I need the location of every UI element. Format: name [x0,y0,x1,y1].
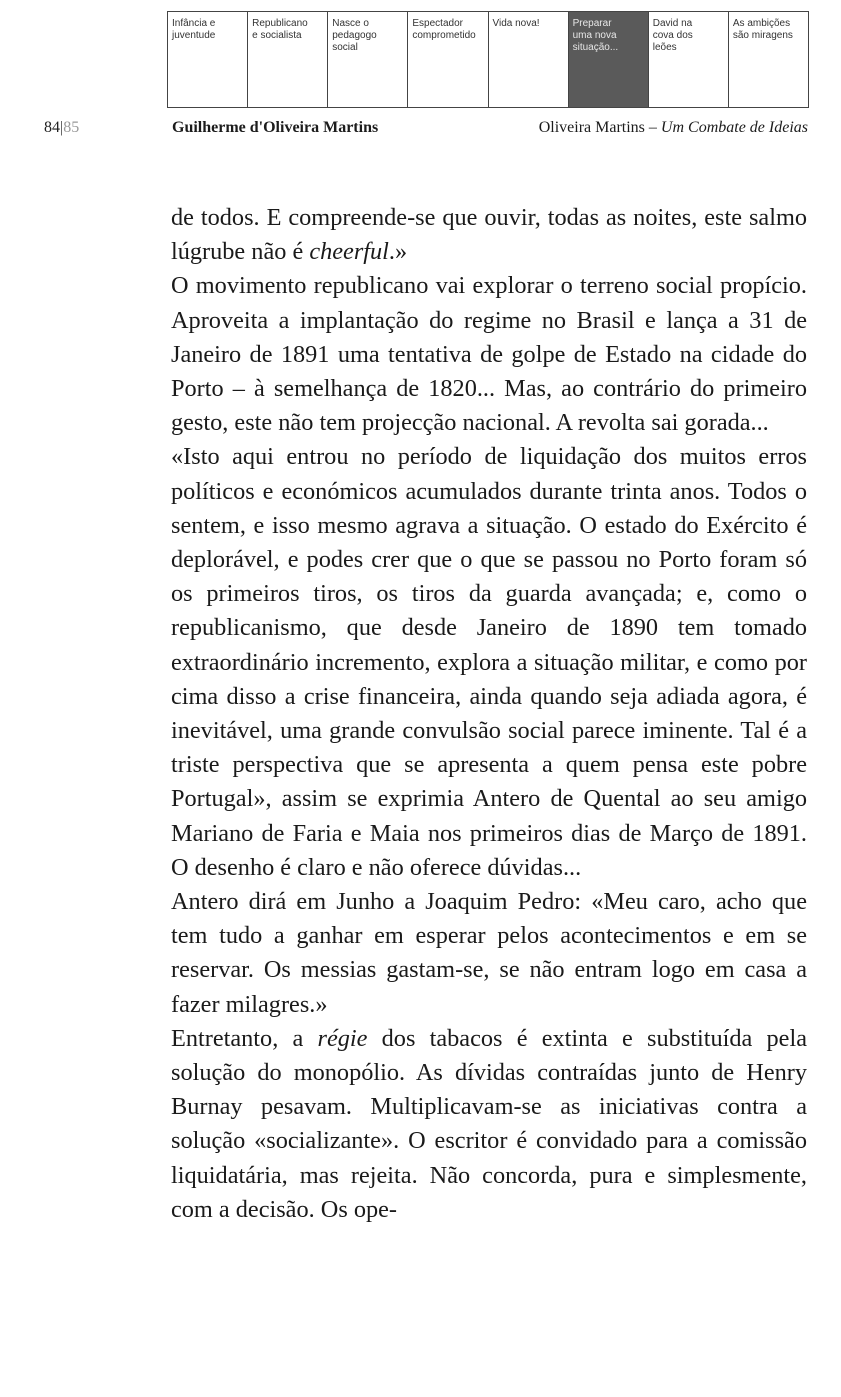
page-numbers [44,119,79,137]
running-head-title [539,119,808,137]
page-number-right: 85 [63,119,80,136]
italic-term: régie [317,1024,368,1052]
paragraph: O movimento republicano vai explorar o terreno social propício. Aproveita a implantação do regime no Brasil e lança a 31 de Janeiro de 1891 uma tentativa de golpe de Estado na cidade do Porto – à semelhança de 1820... Mas, ao contrário do primeiro gesto, este não tem projecção nacional. A revolta sai gorada... [171,272,807,437]
text-run: .» [388,238,408,266]
chapter-tab-pedagogo[interactable] [327,12,407,108]
page-number-left: 84 [44,119,60,136]
tab-label: Espectador comprometido [412,18,476,41]
tab-label: Republicano e socialista [252,18,308,41]
paragraph: «Isto aqui entrou no período de liquidação dos muitos erros políticos e económicos acumulados durante trinta anos. Todos o sentem, e isso mesmo agrava a situação. O estado do Exército é deplorável, e podes crer que o que se passou no Porto foram só os primeiros tiros, os tiros da guarda avançada; e, como o republicanismo, que desde Janeiro de 1890 tem tomado extraordinário incremento, explora a situação militar, e como por cima disso a crise financeira, ainda quando seja adiada agora, é inevitável, uma grande convulsão social parece iminente. Tal é a triste perspectiva que se apresenta a quem pensa este pobre Portugal», assim se exprimia Antero de Quental ao seu amigo Mariano de Faria e Maia nos primeiros dias de Março de 1891. O desenho é claro e não oferece dúvidas... [171,443,807,881]
chapter-tab-infancia[interactable] [167,12,247,108]
running-head-title-main: Oliveira Martins – [538,119,661,136]
tab-label: David na cova dos leões [652,18,693,53]
text-run: Entretanto, a [171,1024,318,1052]
paragraph [171,1022,807,1227]
tab-label: Preparar uma nova situação... [572,18,619,53]
tab-label: Infância e juventude [172,18,216,41]
body-text [171,201,807,1227]
paragraph: Antero dirá em Junho a Joaquim Pedro: «Meu caro, acho que tem tudo a ganhar em esperar pelos acontecimentos e em se reservar. Os messias gastam-se, se não entram logo em casa a fazer milagres.» [171,888,807,1018]
tab-label: Vida nova! [492,18,540,29]
tab-label: As ambições são miragens [732,18,793,41]
running-head-author: Guilherme d'Oliveira Martins [172,119,379,136]
chapter-tab-vida-nova[interactable] [488,12,568,108]
chapter-tab-david[interactable] [648,12,728,108]
tab-label: Nasce o pedagogo social [332,18,377,53]
chapter-tab-republicano[interactable] [247,12,327,108]
chapter-tab-ambicoes[interactable] [728,12,809,108]
paragraph [171,201,807,269]
chapter-tab-espectador[interactable] [407,12,487,108]
chapter-navigation-tabs [167,11,809,108]
text-run: de todos. E compreende-se que ouvir, todas as noites, este salmo lúgrube não é [171,204,807,266]
italic-term: cheerful [309,238,389,266]
page-number-separator: | [60,119,64,136]
chapter-tab-preparar-active[interactable] [568,12,648,108]
text-run: dos tabacos é extinta e substituída pela solução do monopólio. As dívidas contraídas junto de Henry Burnay pesavam. Multiplicavam-se as iniciativas contra a solução «socializante». O escritor é convidado para a comissão liquidatária, mas rejeita. Não concorda, pura e simplesmente, com a decisão. Os ope- [171,1024,807,1223]
running-head-title-italic: Um Combate de Ideias [660,119,808,136]
header-divider [167,107,809,108]
